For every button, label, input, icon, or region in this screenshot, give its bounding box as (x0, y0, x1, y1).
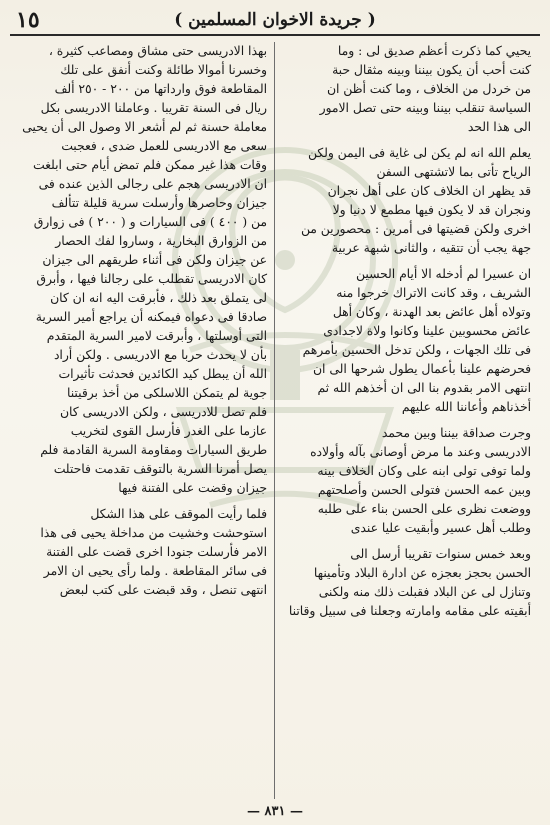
left-line: يصل أمرنا السرية بالتوقف تقدمت فاحتلت (53, 462, 267, 476)
left-line: معاملة حسنة ثم لم أشعر الا وصول الى أن يحيى (22, 120, 267, 134)
right-line: فى تلك الجهات ، ولكن تدخل الحسين بأمرهم (302, 343, 531, 357)
left-line: ريال فى السنة تقريبا . وعاملنا الادريسى بكل (40, 101, 267, 115)
right-line: من خردل من الخلاف ، وما كنت أظن ان (326, 82, 531, 96)
left-line: عن جيزان ولكن فى أثناء طريقهم الى جيزان (42, 253, 267, 267)
left-line: من ( ٤٠٠ ) فى السيارات و ( ٢٠٠ ) فى زوارق (33, 215, 267, 229)
footer-page-marker: — ٨٣١ — (246, 804, 303, 819)
left-line: استوحشت وخشيت من مداخلة يحيى فى هذا (40, 526, 267, 540)
article-columns (10, 42, 538, 799)
right-line: جهة يجب أن تتقيه ، والثانى شبهة عربية (331, 241, 531, 255)
left-line: انتهى تنصل ، وقد قبضت على كتب لبعض (59, 583, 267, 597)
left-line: وقات هذا غير ممكن فلم تمض أيام حتى ابلغت (33, 158, 267, 172)
right-line: وطلب أهل عسير وأبقيت عليا عندى (350, 521, 531, 535)
right-line: وتنازل لى عن البلاد فقبلت ذلك منه ولكنى (318, 585, 531, 599)
right-line: أبقيته على مقامه وامارته وجعلنا فى سبيل وقاتنا (288, 604, 531, 618)
left-line: الامر فأرسلت جنودا اخرى قضت على الفتنة (46, 545, 267, 559)
left-line: فلما رأيت الموقف على هذا الشكل (90, 507, 267, 521)
left-line: جوية لم يتمكن اللاسلكى من أخذ برقيتنا (66, 386, 267, 400)
left-line: سعى مع الادريسى للعمل ضدى ، فعجبت (61, 139, 267, 153)
right-line: ولما توفى تولى ابنه على وكان الخلاف بينه (317, 464, 531, 478)
page-number: ١٥ (16, 7, 40, 33)
right-line: يعلم الله انه لم يكن لى غاية فى اليمن ولكن (307, 146, 531, 160)
right-line: أخذناهم وأعاننا الله عليهم (401, 400, 531, 414)
right-line: ووضعت نظرى على الحسن بناء على طلبه (317, 502, 531, 516)
right-line: الى هذا الحد (467, 120, 531, 134)
left-line: بهذا الادريسى حتى مشاق ومصاعب كثيرة ، (48, 44, 267, 58)
left-line: صادقا فى دعواه فيمكنه أن يراجع أمير السرية (35, 310, 267, 324)
left-line: لى يتملق بعد ذلك ، فأبرقت اليه انه ان كان (50, 291, 267, 305)
right-line: كنت أحب أن يكون بيننا وبينه مثقال حبة (332, 63, 531, 77)
left-line: وخسرنا أموالا طائلة وكنت أنفق على تلك (60, 63, 267, 77)
right-line: الرياح تأتى بما لاتشتهى السفن (376, 165, 531, 179)
left-line: ان الادريسى هجم على رجالى الذين عنده فى (38, 177, 267, 191)
left-column (10, 42, 274, 799)
newspaper-title: ( جريدة الاخوان المسلمين ) (174, 10, 376, 30)
left-line: الله أن يبطل كيد الكائدين فحدثت تأثيرات (58, 367, 267, 381)
left-line: من الزوارق البخارية ، وساروا لفك الحصار (55, 234, 267, 248)
left-line: طريق السيارات ومقاومة السرية القادمة فلم (40, 443, 267, 457)
left-line: التى أوسلتها ، وأبرقت لامير السرية المتقدم (46, 329, 267, 343)
left-line: المقاطعة فوق وارداتها من ٢٠٠ - ٢٥٠ ألف (54, 82, 267, 96)
right-line: انتهى الامر بقدوم بنا الى ان أخذهم الله ثم (317, 381, 531, 395)
left-line: جيزان وحاصرها وأرسلت سرية قليلة تتألف (51, 196, 267, 210)
left-line: فى سائر المقاطعة . ولما رأى يحيى ان الامر (43, 564, 267, 578)
right-line: وتولاه أهل عائض بعد الهدنة ، وكان أهل (332, 305, 531, 319)
left-line: عازما على الغدر فأرسل القوى لتخريب (70, 424, 267, 438)
left-line: جيزان وقضت على الفتنة فيها (118, 481, 267, 495)
right-line: السياسة تنقلب بيننا وبينه حتى تصل الامور (319, 101, 531, 115)
page-footer (0, 804, 550, 819)
right-line: وبين عمه الحسن فتولى الحسن وأصلحتهم (317, 483, 531, 497)
right-line: الحسن بحجز بعجزه عن ادارة البلاد وتأمينها (313, 566, 531, 580)
right-line: فحرضهم علينا بأعمال يطول شرحها الى ان (313, 362, 531, 376)
right-line: وجرت صداقة بيننا وبين محمد (381, 426, 531, 440)
right-line: اخرى ولكن قضيتها فى أمرين : محصورين من (300, 222, 531, 236)
right-line: ان عسيرا لم أدخله الا أيام الحسين (356, 267, 531, 281)
right-line: الشريف ، وقد كانت الاتراك خرجوا منه (336, 286, 531, 300)
left-line: كان الادريسى تقطلب على رجالنا فيها ، وأبرق (36, 272, 267, 286)
left-line: بأن لا يحدث حربا مع الادريسى . ولكن أراد (53, 348, 267, 362)
right-line: عائض محسوبين علينا وكانوا ولاة لاجدادى (323, 324, 531, 338)
right-column (274, 42, 538, 799)
right-line: الادريسى وعند ما مرض أوصانى بآله وأولاده (310, 445, 531, 459)
right-line: قد يظهر ان الخلاف كان على أهل نجران (327, 184, 531, 198)
right-line: ونجران قد لا يكون فيها مطمع لا دنيا ولا (332, 203, 531, 217)
right-line: يحيي كما ذكرت أعظم صديق لى : وما (337, 44, 531, 58)
page-header (10, 6, 540, 36)
left-line: فلم تصل للادريسى ، ولكن الادريسى كان (59, 405, 267, 419)
right-line: وبعد خمس سنوات تقريبا أرسل الى (350, 547, 531, 561)
